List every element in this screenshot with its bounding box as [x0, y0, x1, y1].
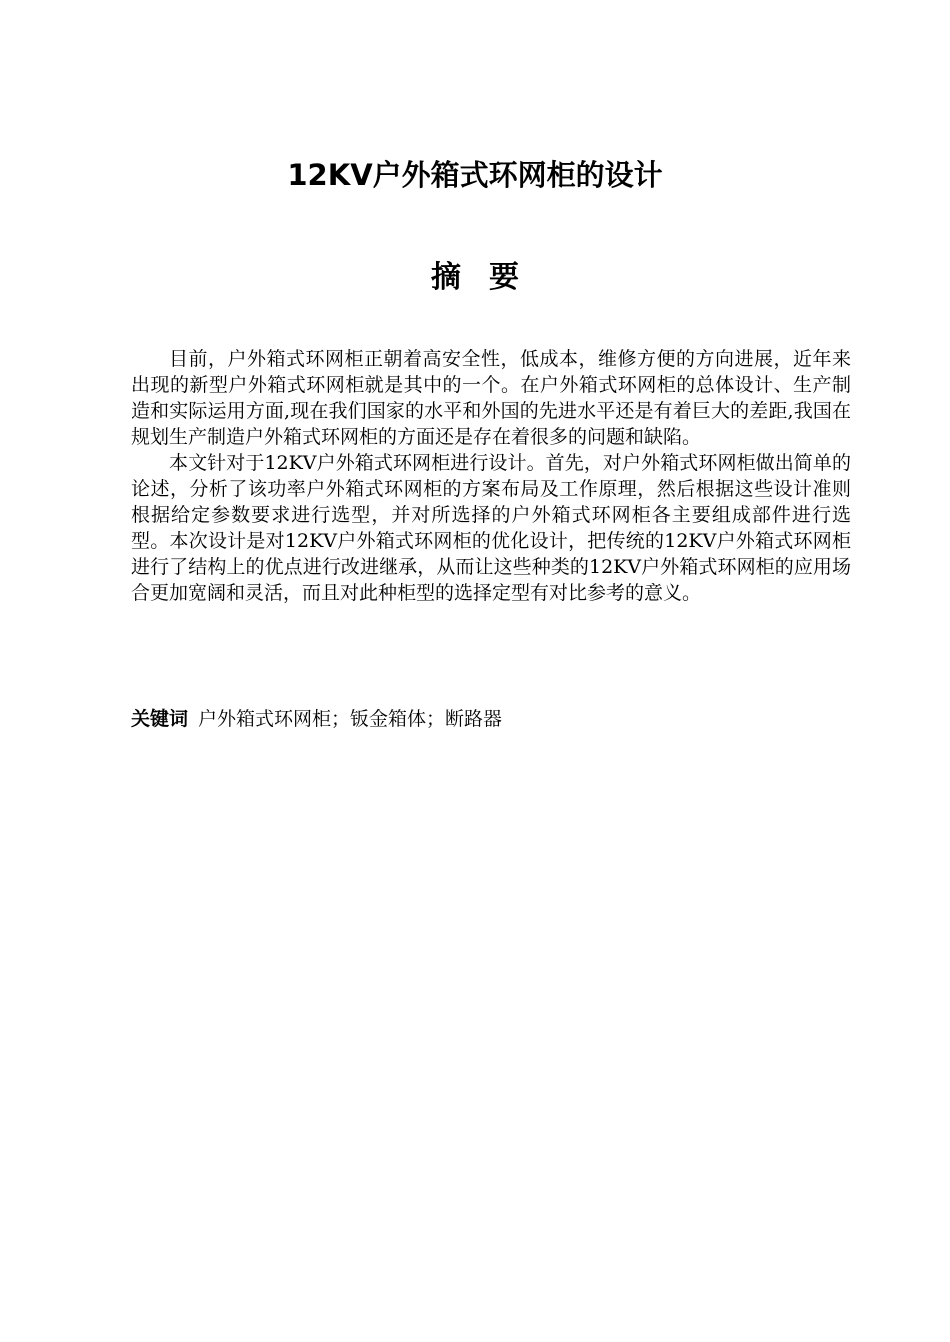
keywords-label: 关键词: [131, 708, 189, 730]
abstract-body: [131, 346, 851, 606]
abstract-paragraph-1: 目前，户外箱式环网柜正朝着高安全性，低成本，维修方便的方向进展，近年来出现的新型户外箱式环网柜就是其中的一个。在户外箱式环网柜的总体设计、生产制造和实际运用方面,现在我们国家的水平和外国的先进水平还是有着巨大的差距,我国在规划生产制造户外箱式环网柜的方面还是存在着很多的问题和缺陷。: [131, 348, 851, 448]
abstract-heading: 摘要: [431, 260, 547, 295]
keywords-line: [131, 706, 851, 732]
document-title: 12KV户外箱式环网柜的设计: [287, 158, 663, 192]
keywords-text: 户外箱式环网柜；钣金箱体；断路器: [198, 708, 503, 730]
abstract-paragraph-2: 本文针对于12KV户外箱式环网柜进行设计。首先，对户外箱式环网柜做出简单的论述，分析了该功率户外箱式环网柜的方案布局及工作原理，然后根据这些设计准则根据给定参数要求进行选型，并对所选择的户外箱式环网柜各主要组成部件进行选型。本次设计是对12KV户外箱式环网柜的优化设计，把传统的12KV户外箱式环网柜进行了结构上的优点进行改进继承，从而让这些种类的12KV户外箱式环网柜的应用场合更加宽阔和灵活，而且对此种柜型的选择定型有对比参考的意义。: [131, 452, 851, 604]
